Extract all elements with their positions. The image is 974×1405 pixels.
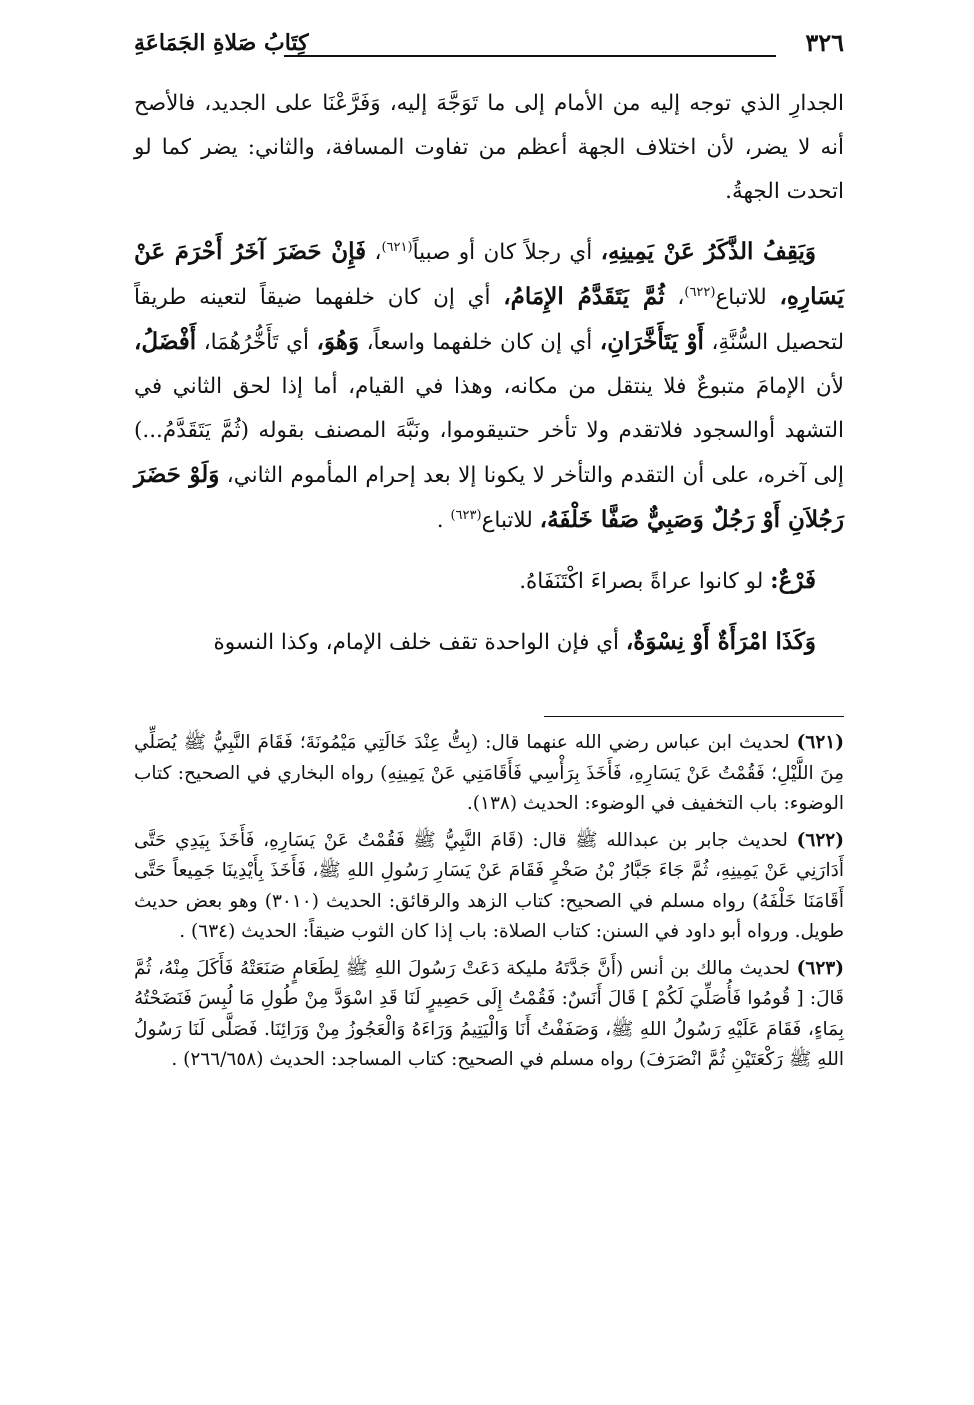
commentary-segment: أي فإن الواحدة تقف خلف الإمام، وكذا النسوة <box>213 630 626 655</box>
commentary-segment: لو كانوا عراةً بصراءَ اكْتَنَفَاهُ. <box>519 569 771 594</box>
matn-segment: وَلَوْ حَضَرَ رَجُلاَنِ أَوْ رَجُلٌ وَصَبِيٌّ صَفَّا خَلْفَهُ، <box>134 461 844 533</box>
footnotes <box>134 728 844 1082</box>
footnote-622 <box>134 826 844 948</box>
commentary-segment: . <box>436 508 451 533</box>
paragraph-2 <box>134 230 844 543</box>
footnote-number: (٦٢٣) <box>796 957 844 979</box>
paragraph-4 <box>134 620 844 665</box>
footnote-623 <box>134 954 844 1076</box>
footnote-text: لحديث ابن عباس رضي الله عنهما قال: (بِتُّ عِنْدَ خَالَتِي مَيْمُونَةَ؛ فَقَامَ النَّبِيُّ ﷺ يُصَلِّي مِنَ اللَّيْلِ؛ فَقُمْتُ عَنْ يَسَارِهِ، فَأَخَذَ بِرَأْسِي فَأَقَامَنِي عَنْ يَمِينِهِ) رواه البخاري في الصحيح: كتاب الوضوء: باب التخفيف في الوضوء: الحديث (١٣٨). <box>134 732 844 814</box>
commentary-segment: أي إن كان خلفهما ضيقاً لتعينه طريقاً لتحصيل السُّنَّةِ، <box>134 285 844 355</box>
commentary-segment: أي تَأَخُّرُهُمَا، <box>196 330 317 355</box>
commentary-segment: لأن الإمامَ متبوعٌ فلا ينتقل من مكانه، وهذا في القيام، أما إذا لحق الثاني في التشهد أوالسجود فلاتقدم ولا تأخر حتىيقوموا، ونَبَّهَ المصنف بقوله (ثُمَّ يَتَقَدَّمُ...) إلى آخره، على أن التقدم والتأخر لا يكونا إلا بعد إحرام المأموم الثاني، <box>134 374 844 488</box>
commentary-segment: أي إن كان خلفهما واسعاً، <box>359 330 600 355</box>
matn-segment: فَرْعٌ: <box>770 567 816 594</box>
footnote-number: (٦٢١) <box>796 732 844 753</box>
matn-segment: أَوْ يَتَأَخَّرَانِ، <box>599 328 704 355</box>
paragraph-1: الجدارِ الذي توجه إليه من الأمام إلى ما تَوَجَّهَ إليه، وَفَرَّعْنَا على الجديد، فالأصح أنه لا يضر، لأن اختلاف الجهة أعظم من تفاوت المسافة، والثاني: يضر كما لو اتحدت الجهةُ. <box>134 91 844 204</box>
matn-segment: فَإِنْ حَضَرَ آخَرُ أَحْرَمَ عَنْ يَسَارِهِ، <box>134 238 844 310</box>
page-header <box>134 28 844 62</box>
matn-segment: وَهُوَ، <box>316 328 360 355</box>
matn-segment: وَكَذَا امْرَأَةٌ أَوْ نِسْوَةٌ، <box>625 628 816 655</box>
page-number: ٣٢٦ <box>805 28 844 57</box>
commentary-segment: ، <box>664 285 685 310</box>
footnote-ref-621: (٦٢١) <box>381 239 413 255</box>
footnote-number: (٦٢٢) <box>796 829 844 851</box>
paragraph-3 <box>134 559 844 604</box>
footnote-ref-622: (٦٢٢) <box>684 284 716 300</box>
main-text <box>134 82 844 665</box>
commentary-segment: أي رجلاً كان أو صبياً <box>412 240 601 265</box>
commentary-segment: للاتباع <box>715 285 780 310</box>
commentary-segment: ، <box>366 240 382 265</box>
running-title: كِتَابُ صَلاةِ الجَمَاعَةِ <box>134 30 309 56</box>
commentary-segment: للاتباع <box>481 508 540 533</box>
matn-segment: أَفْضَلُ، <box>134 328 197 355</box>
matn-segment: ثُمَّ يَتَقَدَّمُ الإِمَامُ، <box>503 283 665 310</box>
matn-segment: وَيَقِفُ الذَّكَرُ عَنْ يَمِينِهِ، <box>600 238 816 265</box>
footnote-text: لحديث مالك بن أنس (أَنَّ جَدَّتَهُ مليكة دَعَتْ رَسُولَ اللهِ ﷺ لِطَعَامٍ صَنَعَتْهُ فَأَكَلَ مِنْهُ، ثُمَّ قَالَ: [ قُومُوا فَأُصَلِّيَ لَكُمْ ] قَالَ أَنَسٌ: فَقُمْتُ إِلَى حَصِيرٍ لَنَا قَدِ اسْوَدَّ مِنْ طُولِ مَا لُبِسَ فَنَضَحْتُهُ بِمَاءٍ، فَقَامَ عَلَيْهِ رَسُولُ اللهِ ﷺ، وَصَفَفْتُ أَنَا وَالْيَتِيمُ وَرَاءَهُ وَالْعَجُوزُ مِنْ وَرَائِنَا. فَصَلَّى لَنَا رَسُولُ اللهِ ﷺ رَكْعَتَيْنِ ثُمَّ انْصَرَفَ) رواه مسلم في الصحيح: كتاب المساجد: الحديث (٢٦٦/٦٥٨) . <box>134 957 844 1070</box>
footnote-text: لحديث جابر بن عبدالله ﷺ قال: (قَامَ النَّبِيُّ ﷺ فَقُمْتُ عَنْ يَسَارِهِ، فَأَخَذَ بِيَدِي حَتَّى أَدَارَنِي عَنْ يَمِينِهِ، ثُمَّ جَاءَ جَبَّارُ بْنُ صَخْرٍ فَقَامَ عَنْ يَسَارِ رَسُولِ اللهِ ﷺ، فَأَخَذَ بِأَيْدِينَا جَمِيعاً حَتَّى أَقَامَنَا خَلْفَهُ) رواه مسلم في الصحيح: كتاب الزهد والرقائق: الحديث (٣٠١٠) وهو بعض حديث طويل. ورواه أبو داود في السنن: كتاب الصلاة: باب إذا كان الثوب ضيقاً: الحديث (٦٣٤) . <box>134 829 844 942</box>
header-rule <box>284 55 776 57</box>
footnote-621 <box>134 728 844 820</box>
footnote-ref-623: (٦٢٣) <box>450 507 482 523</box>
footnote-separator <box>544 716 844 717</box>
